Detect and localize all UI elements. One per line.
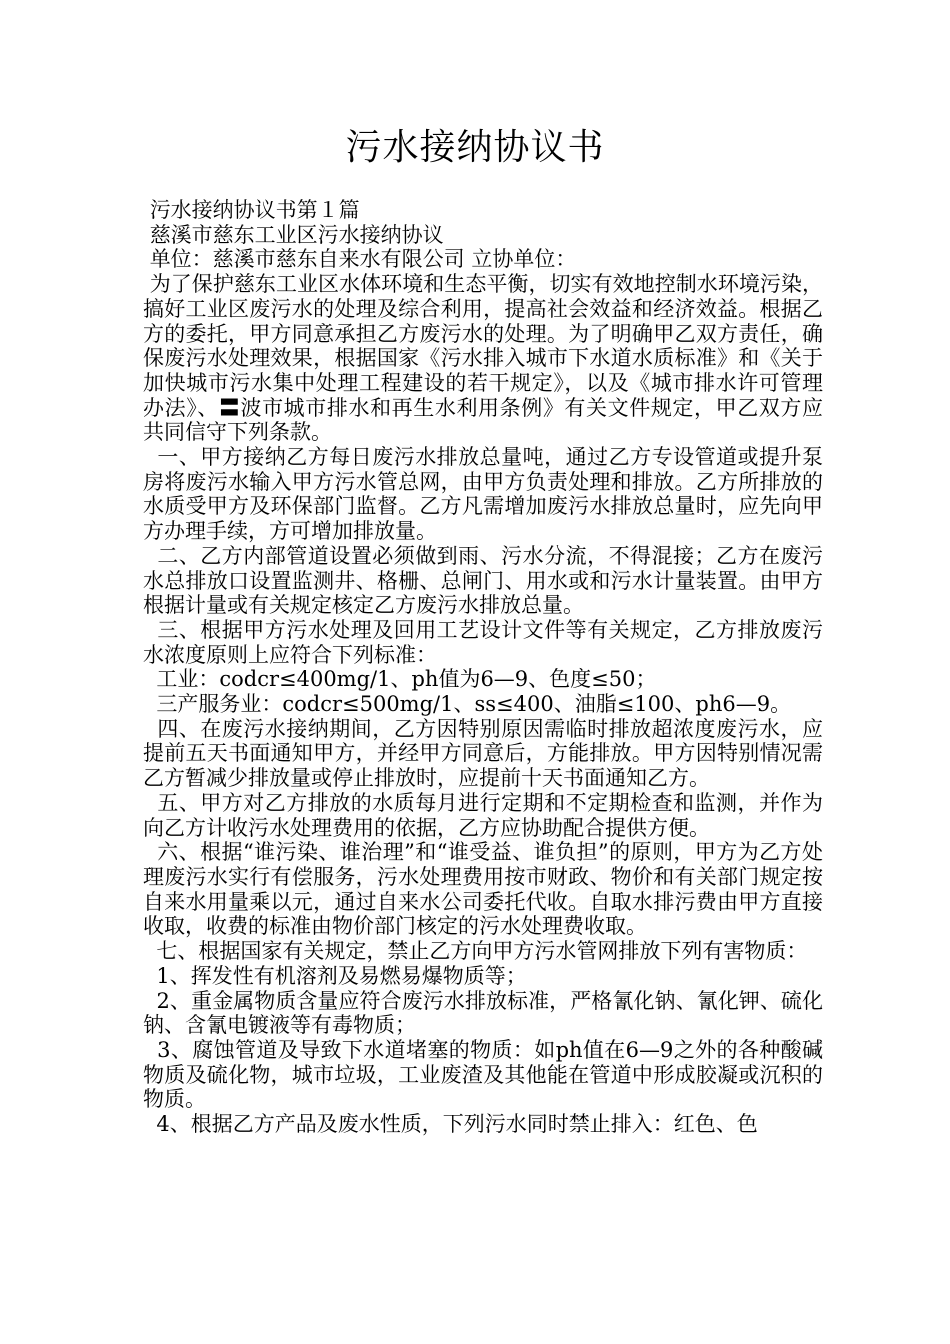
standard-industrial: 工业：codcr≤400mg/1、ph值为6—9、色度≤50； [143, 667, 657, 692]
document-body [143, 198, 823, 1137]
agreement-name: 慈溪市慈东工业区污水接纳协议 [143, 222, 444, 247]
clause-2: 二、乙方内部管道设置必须做到雨、污水分流，不得混接；乙方在废污水总排放口设置监测井、格栅、总闸门、用水或和污水计量装置。由甲方根据计量或有关规定核定乙方废污水排放总量。 [143, 543, 823, 618]
document-title: 污水接纳协议书 [345, 127, 605, 168]
clause-6: 六、根据“谁污染、谁治理”和“谁受益、谁负担”的原则，甲方为乙方处理废污水实行有偿服务，污水处理费用按市财政、物价和有关部门规定按自来水用量乘以元，通过自来水公司委托代收。自取水排污费由甲方直接收取，收费的标准由物价部门核定的污水处理费收取。 [143, 840, 823, 939]
list-item: 3、腐蚀管道及导致下水道堵塞的物质：如ph值在6—9之外的各种酸碱物质及硫化物，城市垃圾，工业废渣及其他能在管道中形成胶凝或沉积的物质。 [143, 1037, 823, 1112]
parties-line: 单位：慈溪市慈东自来水有限公司 立协单位： [143, 247, 577, 272]
clause-4: 四、在废污水接纳期间，乙方因特别原因需临时排放超浓度废污水，应提前五天书面通知甲方，并经甲方同意后，方能排放。甲方因特别情况需乙方暂减少排放量或停止排放时，应提前十天书面通知乙方。 [143, 716, 823, 791]
list-item: 4、根据乙方产品及废水性质，下列污水同时禁止排入：红色、色 [143, 1112, 758, 1137]
clause-5: 五、甲方对乙方排放的水质每月进行定期和不定期检查和监测，并作为向乙方计收污水处理费用的依据，乙方应协助配合提供方便。 [143, 790, 823, 840]
standard-service: 三产服务业：codcr≤500mg/1、ss≤400、油脂≤100、ph6—9。 [143, 692, 792, 717]
list-item: 2、重金属物质含量应符合废污水排放标准，严格氰化钠、氰化钾、硫化钠、含氰电镀液等有毒物质； [143, 988, 824, 1038]
clause-7: 七、根据国家有关规定，禁止乙方向甲方污水管网排放下列有害物质： [143, 939, 808, 964]
preamble-paragraph: 为了保护慈东工业区水体环境和生态平衡，切实有效地控制水环境污染，搞好工业区废污水的处理及综合利用，提高社会效益和经济效益。根据乙方的委托，甲方同意承担乙方废污水的处理。为了明确甲乙双方责任，确保废污水处理效果，根据国家《污水排入城市下水道水质标准》和《关于加快城市污水集中处理工程建设的若干规定》，以及《城市排水许可管理办法》、〓波市城市排水和再生水利用条例》有关文件规定，甲乙双方应共同信守下列条款。 [143, 272, 823, 445]
list-item: 1、挥发性有机溶剂及易燃易爆物质等； [143, 963, 527, 988]
clause-3: 三、根据甲方污水处理及回用工艺设计文件等有关规定，乙方排放废污水浓度原则上应符合下列标准： [143, 617, 823, 667]
section-heading: 污水接纳协议书第１篇 [143, 198, 360, 222]
clause-1: 一、甲方接纳乙方每日废污水排放总量吨，通过乙方专设管道或提升泵房将废污水输入甲方污水管总网，由甲方负责处理和排放。乙方所排放的水质受甲方及环保部门监督。乙方凡需增加废污水排放总量时，应先向甲方办理手续，方可增加排放量。 [143, 445, 823, 544]
